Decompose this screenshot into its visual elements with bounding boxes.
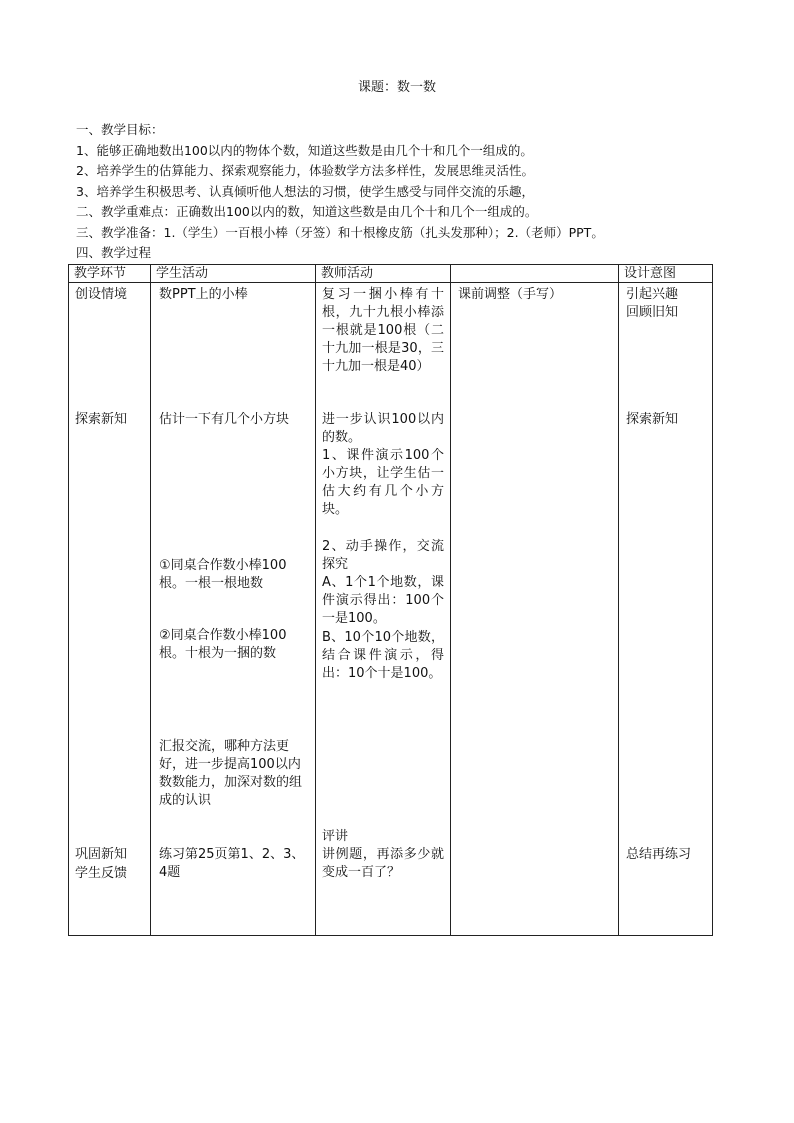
objective-1: 1、能够正确地数出100以内的物体个数，知道这些数是由几个十和几个一组成的。 (76, 142, 533, 158)
table-header-row (69, 265, 713, 283)
intent-review: 回顾旧知 (626, 305, 679, 320)
teacher-activity-review-label: 评讲 (322, 829, 349, 844)
header-student-activity: 学生活动 (151, 265, 316, 283)
stage-column (69, 283, 151, 936)
stage-explore: 探索新知 (75, 412, 128, 427)
stage-consolidate: 巩固新知 (75, 847, 128, 862)
student-activity-2: 估计一下有几个小方块 (159, 412, 290, 427)
pre-class-adjustment: 课前调整（手写） (458, 287, 563, 302)
intent-summary: 总结再练习 (626, 847, 692, 862)
header-stage: 教学环节 (69, 265, 151, 283)
student-activity-column (151, 283, 316, 936)
student-activity-4: ②同桌合作数小棒100根。十根为一捆的数 (159, 628, 287, 661)
teacher-activity-column (316, 283, 451, 936)
student-activity-3: ①同桌合作数小棒100根。一根一根地数 (159, 558, 287, 591)
teacher-activity-review: 复习一捆小棒有十根，九十九根小棒添一根就是100根（二十九加一根是30，三十九加一根是40） (322, 287, 444, 374)
teacher-activity-example: 讲例题，再添多少就变成一百了？ (322, 847, 444, 880)
student-activity-1: 数PPT上的小棒 (159, 287, 248, 302)
key-points: 二、教学重难点：正确数出100以内的数，知道这些数是由几个十和几个一组成的。 (76, 204, 538, 219)
header-teacher-activity: 教师活动 (316, 265, 451, 283)
page-title: 课题：数一数 (357, 80, 436, 95)
objective-2: 2、培养学生的估算能力、探索观察能力，体验数学方法多样性，发展思维灵活性。 (76, 163, 534, 178)
student-activity-6: 练习第25页第1、2、3、4题 (159, 847, 305, 880)
adjustment-column (451, 283, 619, 936)
section-process-heading: 四、教学过程 (76, 245, 152, 260)
section-objectives-heading: 一、教学目标： (76, 122, 164, 137)
teaching-process-table (68, 264, 713, 936)
header-blank (451, 265, 619, 283)
objective-3: 3、培养学生积极思考、认真倾听他人想法的习惯，使学生感受与同伴交流的乐趣， (76, 183, 534, 199)
teacher-activity-intro: 进一步认识100以内的数。 (322, 412, 444, 445)
teacher-activity-step2a: A、1个1个地数，课件演示得出：100个一是100。 (322, 575, 444, 626)
intent-interest: 引起兴趣 (626, 287, 679, 302)
teacher-activity-step1: 1、课件演示100个小方块，让学生估一估大约有几个小方块。 (322, 448, 444, 517)
teacher-activity-step2: 2、动手操作，交流探究 (322, 539, 444, 572)
intent-explore: 探索新知 (626, 412, 679, 427)
header-design-intent: 设计意图 (619, 265, 713, 283)
lesson-info (76, 120, 756, 264)
teacher-activity-step2b: B、10个10个地数，结合课件演示，得出：10个十是100。 (322, 630, 444, 681)
student-activity-5: 汇报交流，哪种方法更好，进一步提高100以内数数能力，加深对数的组成的认识 (159, 739, 303, 808)
design-intent-column (619, 283, 713, 936)
preparation: 三、教学准备：1.（学生）一百根小棒（牙签）和十根橡皮筋（扎头发那种）；2.（老师）PPT。 (76, 224, 604, 240)
table-body-row (69, 283, 713, 936)
stage-feedback: 学生反馈 (75, 866, 128, 881)
stage-create-situation: 创设情境 (75, 287, 128, 302)
